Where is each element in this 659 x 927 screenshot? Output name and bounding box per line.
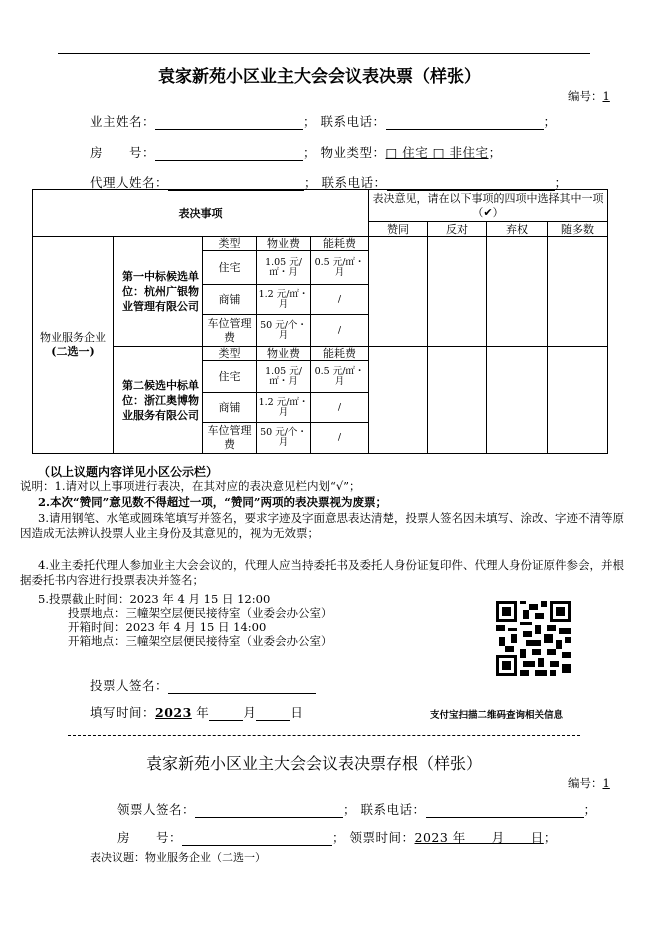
option-approve: 赞同 <box>369 222 428 237</box>
footnote: （以上议题内容详见小区公示栏） <box>38 465 219 479</box>
c1-majority-box[interactable] <box>548 237 608 347</box>
stub-phone-label: 联系电话： <box>360 802 426 817</box>
option-majority: 随多数 <box>548 222 608 237</box>
serial-value: 1 <box>602 89 610 103</box>
c1-row2-type: 商铺 <box>203 285 257 315</box>
stub-serial-label: 编号： <box>568 776 603 790</box>
stub-serial <box>568 775 610 791</box>
fill-time-label: 填写时间： <box>90 705 156 720</box>
c2-oppose-box[interactable] <box>428 347 487 454</box>
option-oppose: 反对 <box>428 222 487 237</box>
stub-room-field[interactable] <box>182 832 332 846</box>
c2-row3-energy: / <box>311 423 369 454</box>
agent-phone-label: 联系电话： <box>321 175 387 190</box>
c1-oppose-box[interactable] <box>428 237 487 347</box>
c2-row3-type: 车位管理费 <box>203 423 257 454</box>
candidate-1-name: 第一中标候选单位：杭州广银物业管理有限公司 <box>114 237 203 347</box>
serial-label: 编号： <box>568 89 603 103</box>
note-4: 4.业主委托代理人参加业主大会会议的，代理人应当持委托书及委托人身份证复印件、代理人身份证原件参会，并根据委托书内容进行投票表决并签名； <box>20 558 624 587</box>
c2-col-fee: 物业费 <box>257 347 311 361</box>
fill-time-year[interactable]: 2023 <box>155 705 192 720</box>
topic-note: (二选一) <box>51 345 95 358</box>
room-field[interactable] <box>155 147 303 161</box>
cut-line <box>68 735 580 736</box>
c1-row3-type: 车位管理费 <box>203 315 257 347</box>
c2-row1-type: 住宅 <box>203 361 257 393</box>
voter-signature-row <box>90 676 316 694</box>
note-5a: 5.投票截止时间：2023 年 4 月 15 日 12:00 <box>38 592 271 606</box>
header-opinion <box>369 190 608 222</box>
c2-col-energy: 能耗费 <box>311 347 369 361</box>
header-opinion-text: 表决意见，请在以下事项的四项中选择其中一项（ <box>372 191 604 219</box>
phone-label: 联系电话： <box>320 114 386 129</box>
c1-row1-type: 住宅 <box>203 251 257 285</box>
fill-time-month-unit: 月 <box>243 705 257 720</box>
c1-row3-fee: 50 元/个・月 <box>257 315 311 347</box>
note-2: 2.本次“赞同”意见数不得超过一项，“赞同”两项的表决票视为废票； <box>38 495 387 509</box>
c1-row2-energy: / <box>311 285 369 315</box>
stub-collector-field[interactable] <box>195 804 343 818</box>
property-type-options[interactable]: □ 住宅 □ 非住宅 <box>385 145 489 160</box>
note-5c: 开箱时间：2023 年 4 月 15 日 14:00 <box>68 620 267 634</box>
c1-row2-fee: 1.2 元/㎡・月 <box>257 285 311 315</box>
stub-topic: 表决议题：物业服务企业（二选一） <box>90 851 266 864</box>
stub-collect-time-label: 领票时间： <box>349 830 415 845</box>
room-label: 房 号： <box>90 145 156 160</box>
page-title: 袁家新苑小区业主大会会议表决票（样张） <box>158 67 481 87</box>
stub-phone-field[interactable] <box>426 804 584 818</box>
qr-caption: 支付宝扫描二维码查询相关信息 <box>430 710 564 721</box>
c1-row1-energy: 0.5 元/㎡・月 <box>311 251 369 285</box>
c2-row1-fee: 1.05 元/㎡・月 <box>257 361 311 393</box>
agent-name-label: 代理人姓名： <box>90 175 169 190</box>
fill-time-day-field[interactable] <box>256 707 290 721</box>
stub-collect-time-value[interactable]: 2023 年 月 日 <box>414 830 544 845</box>
fill-time-month-field[interactable] <box>209 707 243 721</box>
c1-approve-box[interactable] <box>369 237 428 347</box>
c1-col-energy: 能耗费 <box>311 237 369 251</box>
top-rule <box>58 53 590 54</box>
owner-name-row: 业主姓名： ； 联系电话： ； <box>90 114 557 129</box>
agent-row: 代理人姓名： ； 联系电话： ； <box>90 175 568 190</box>
c2-row2-type: 商铺 <box>203 393 257 423</box>
check-mark-icon: ✔ <box>483 205 493 219</box>
c1-abstain-box[interactable] <box>487 237 548 347</box>
fill-time-year-unit: 年 <box>196 705 210 720</box>
stub-room-label: 房 号： <box>117 830 183 845</box>
c1-col-fee: 物业费 <box>257 237 311 251</box>
voter-signature-label: 投票人签名： <box>90 678 169 693</box>
property-type-label: 物业类型： <box>320 145 386 160</box>
owner-name-label: 业主姓名： <box>90 114 156 129</box>
stub-collector-row: 领票人签名： ； 联系电话： ； <box>117 802 597 817</box>
vote-table <box>32 189 608 454</box>
option-abstain: 弃权 <box>487 222 548 237</box>
stub-collector-label: 领票人签名： <box>117 802 196 817</box>
qr-code-icon[interactable] <box>496 601 571 676</box>
stub-serial-value: 1 <box>602 776 610 790</box>
serial-number <box>568 88 610 104</box>
header-opinion-close: ） <box>492 205 504 219</box>
c2-row2-fee: 1.2 元/㎡・月 <box>257 393 311 423</box>
candidate-2-name: 第二候选中标单位：浙江奥博物业服务有限公司 <box>114 347 203 454</box>
note-5d: 开箱地点：三幢架空层便民接待室（业委会办公室） <box>68 634 333 648</box>
c1-row1-fee: 1.05 元/㎡・月 <box>257 251 311 285</box>
note-3: 3.请用钢笔、水笔或圆珠笔填写并签名，要求字迹及字面意思表达清楚，投票人签名因未填写、涂改、字迹不清等原因造成无法辨认投票人业主身份及其意见的，视为无效票； <box>20 511 624 540</box>
note-1: 说明：1.请对以上事项进行表决，在其对应的表决意见栏内划“√”； <box>20 479 361 493</box>
c2-approve-box[interactable] <box>369 347 428 454</box>
header-item: 表决事项 <box>33 190 369 237</box>
owner-name-field[interactable] <box>155 116 303 130</box>
c2-row2-energy: / <box>311 393 369 423</box>
c2-row3-fee: 50 元/个・月 <box>257 423 311 454</box>
room-row: 房 号： ； 物业类型：□ 住宅 □ 非住宅； <box>90 145 502 160</box>
stub-title: 袁家新苑小区业主大会会议表决票存根（样张） <box>146 754 483 773</box>
c2-row1-energy: 0.5 元/㎡・月 <box>311 361 369 393</box>
phone-field[interactable] <box>386 116 544 130</box>
fill-time-day-unit: 日 <box>290 705 304 720</box>
stub-room-row: 房 号： ； 领票时间：2023 年 月 日； <box>117 830 557 845</box>
c1-col-type: 类型 <box>203 237 257 251</box>
topic-cell <box>33 237 114 454</box>
topic-label: 物业服务企业 <box>40 331 106 344</box>
c2-majority-box[interactable] <box>548 347 608 454</box>
voter-signature-field[interactable] <box>168 680 316 694</box>
c1-row3-energy: / <box>311 315 369 347</box>
c2-abstain-box[interactable] <box>487 347 548 454</box>
note-5b: 投票地点：三幢架空层便民接待室（业委会办公室） <box>68 606 333 620</box>
fill-time-row <box>90 703 303 721</box>
c2-col-type: 类型 <box>203 347 257 361</box>
